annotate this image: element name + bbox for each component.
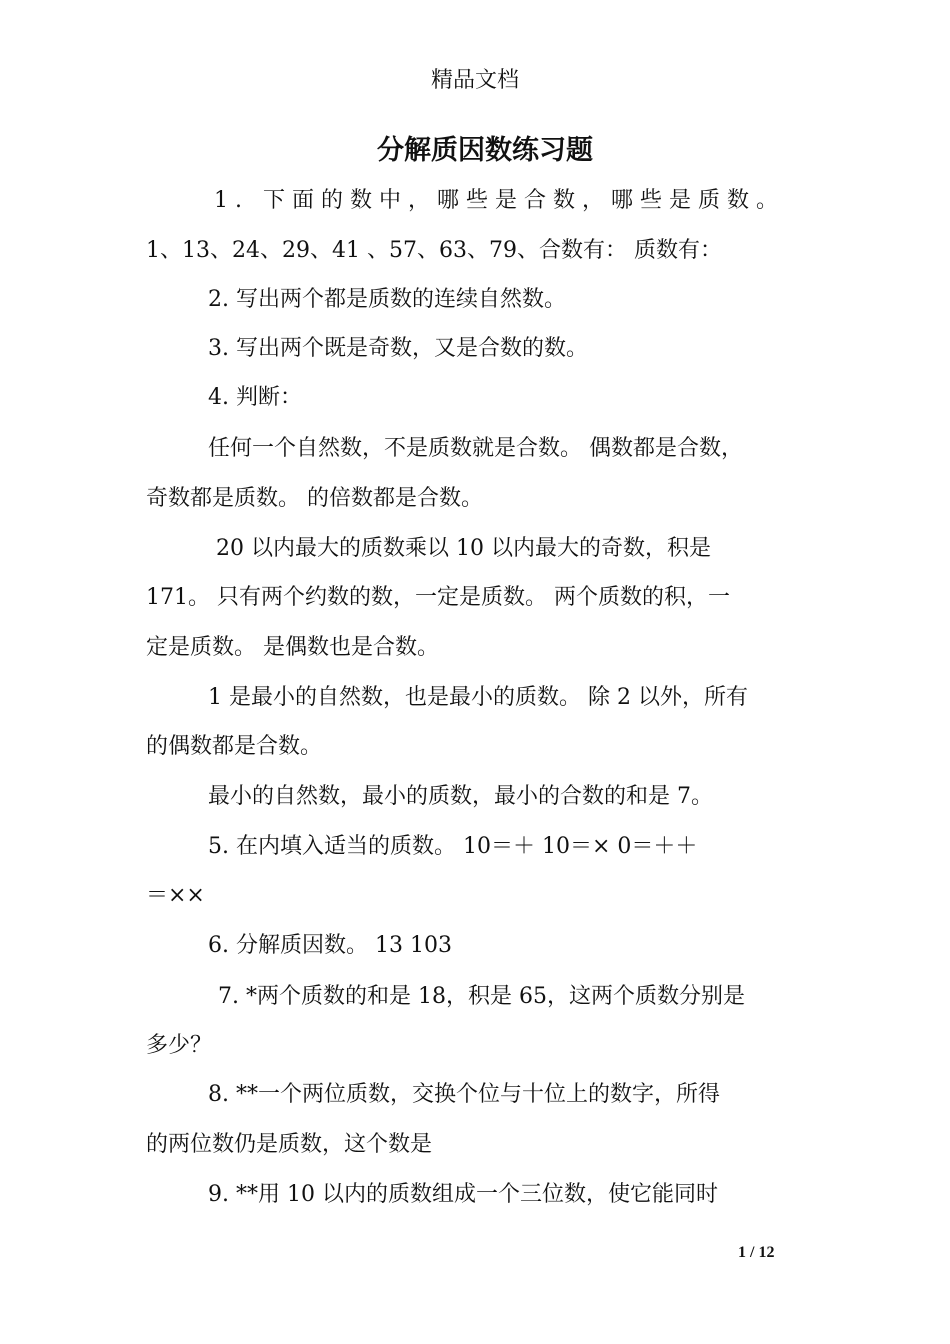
judgment-line-1: 任何一个自然数，不是质数就是合数。 偶数都是合数， — [208, 436, 743, 461]
question-8-continued: 的两位数仍是质数，这个数是 — [146, 1132, 433, 1157]
judgment-line-2: 奇数都是质数。 的倍数都是合数。 — [146, 486, 483, 511]
question-1: 1. 下面的数中，哪些是合数，哪些是质数。 — [214, 188, 785, 213]
question-5: 5. 在内填入适当的质数。 10＝＋ 10＝× 0＝＋＋ — [208, 834, 698, 859]
question-7: 7. *两个质数的和是 18，积是 65，这两个质数分别是 — [218, 984, 745, 1009]
judgment-line-8: 最小的自然数，最小的质数，最小的合数的和是 7。 — [208, 784, 713, 809]
question-5-continued: ＝×× — [146, 883, 205, 908]
question-6: 6. 分解质因数。 13 103 — [208, 933, 452, 958]
judgment-line-5: 定是质数。 是偶数也是合数。 — [146, 635, 439, 660]
question-1-numbers: 1、13、24、29、41 、57、63、79、合数有： 质数有： — [146, 238, 722, 263]
document-title: 分解质因数练习题 — [377, 135, 593, 166]
question-7-continued: 多少？ — [146, 1033, 213, 1058]
judgment-line-4: 171。 只有两个约数的数，一定是质数。 两个质数的积，一 — [146, 585, 730, 610]
question-2: 2. 写出两个都是质数的连续自然数。 — [208, 287, 566, 312]
page-number: 1 / 12 — [738, 1244, 775, 1261]
question-4: 4. 判断： — [208, 385, 302, 410]
page-header: 精品文档 — [430, 68, 519, 93]
question-3: 3. 写出两个既是奇数，又是合数的数。 — [208, 336, 588, 361]
judgment-line-7: 的偶数都是合数。 — [146, 734, 323, 759]
question-8: 8. **一个两位质数，交换个位与十位上的数字，所得 — [208, 1082, 720, 1107]
question-9: 9. **用 10 以内的质数组成一个三位数，使它能同时 — [208, 1182, 718, 1207]
judgment-line-6: 1 是最小的自然数，也是最小的质数。 除 2 以外，所有 — [208, 685, 748, 710]
judgment-line-3: 20 以内最大的质数乘以 10 以内最大的奇数，积是 — [216, 536, 711, 561]
